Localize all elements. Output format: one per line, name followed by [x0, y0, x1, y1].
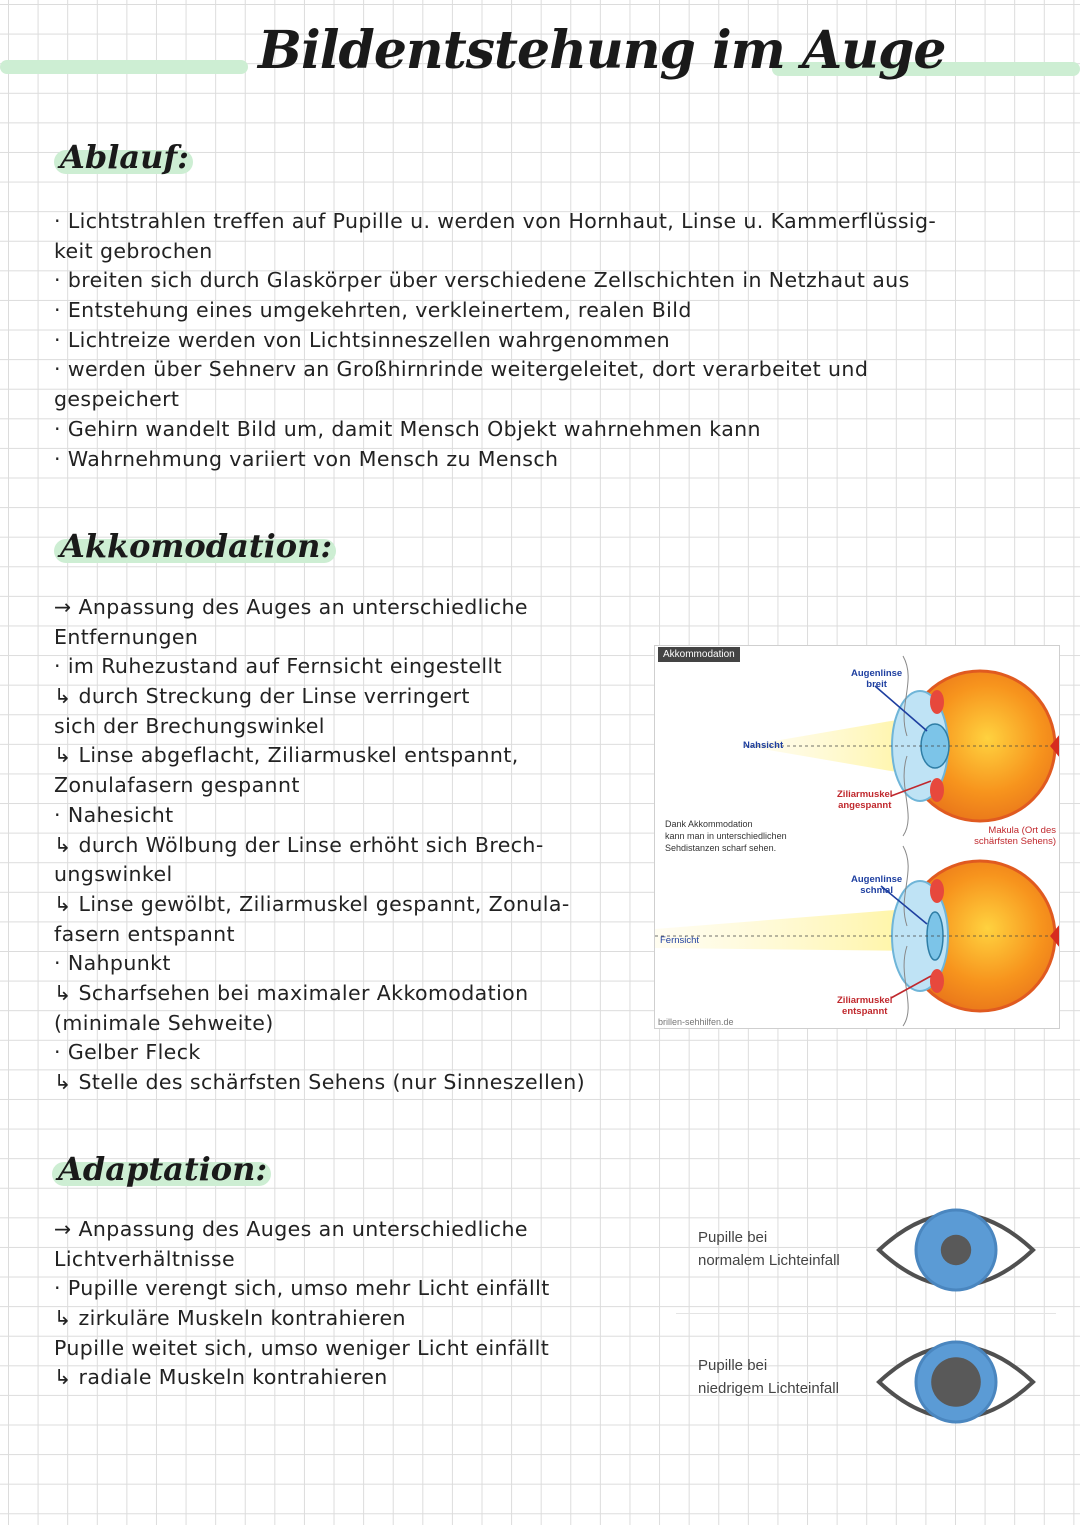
akkomodation-list: [54, 593, 585, 1098]
ablauf-line: · breiten sich durch Glaskörper über verschiedene Zellschichten in Netzhaut aus: [54, 268, 910, 293]
heading-akkomodation: Akkomodation:: [60, 527, 332, 565]
akkomodation-line: Zonulafasern gespannt: [54, 773, 300, 798]
akkomodation-line: ↳ Scharfsehen bei maximaler Akkomodation: [54, 980, 529, 1005]
adaptation-line: → Anpassung des Auges an unterschiedliche: [54, 1217, 528, 1241]
adaptation-line: ↳ zirkuläre Muskeln kontrahieren: [54, 1306, 406, 1331]
akkomodation-line: · Gelber Fleck: [54, 1040, 201, 1065]
adaptation-list: [54, 1215, 550, 1393]
akkomodation-line: ↳ Linse abgeflacht, Ziliarmuskel entspannt,: [54, 743, 519, 768]
label-lens-wide: Augenlinse breit: [851, 668, 903, 690]
label-nahsicht: Nahsicht: [743, 740, 784, 751]
label-muscle-relaxed: Ziliarmuskel entspannt: [837, 995, 893, 1017]
akkomodation-line: · im Ruhezustand auf Fernsicht eingestellt: [54, 654, 503, 679]
akkomodation-line: · Nahpunkt: [54, 951, 171, 976]
label-lens-narrow: Augenlinse schmal: [851, 874, 903, 896]
pupil-normal: [941, 1235, 971, 1265]
pupil-row-normal: [676, 1200, 1056, 1314]
ablauf-line: · Lichtstrahlen treffen auf Pupille u. werden von Hornhaut, Linse u. Kammerflüssig-: [54, 209, 937, 233]
page-title: Bildentstehung im Auge: [258, 20, 946, 81]
figure-source: brillen-sehhilfen.de: [658, 1017, 734, 1027]
adaptation-line: · Pupille verengt sich, umso mehr Licht einfällt: [54, 1276, 550, 1301]
ablauf-line: · Lichtreize werden von Lichtsinneszellen wahrgenommen: [54, 327, 671, 352]
akkomodation-line: sich der Brechungswinkel: [54, 713, 325, 738]
akkomodation-line: ↳ Stelle des schärfsten Sehens (nur Sinneszellen): [54, 1070, 585, 1094]
heading-ablauf: Ablauf:: [60, 138, 189, 176]
akkomodation-line: · Nahesicht: [54, 802, 174, 827]
ablauf-line: · Entstehung eines umgekehrten, verkleinertem, realen Bild: [54, 298, 692, 323]
pupil-row-low: [676, 1328, 1056, 1442]
akkomodation-line: ↳ durch Streckung der Linse verringert: [54, 684, 470, 709]
ablauf-line: · Wahrnehmung variiert von Mensch zu Mensch: [54, 446, 559, 471]
pupil-label-low: Pupille bei niedrigem Lichteinfall: [698, 1357, 839, 1397]
pupil-panel: [676, 1200, 1056, 1440]
akkomodation-line: (minimale Sehweite): [54, 1010, 274, 1035]
pupil-label-normal: Pupille bei normalem Lichteinfall: [698, 1229, 840, 1269]
ablauf-line: · werden über Sehnerv an Großhirnrinde weitergeleitet, dort verarbeitet und: [54, 357, 869, 382]
heading-adaptation: Adaptation:: [58, 1150, 267, 1188]
pupil-low: [931, 1357, 981, 1407]
akkomodation-line: ↳ durch Wölbung der Linse erhöht sich Brech-: [54, 832, 544, 857]
akkomodation-line: fasern entspannt: [54, 921, 235, 946]
adaptation-line: Lichtverhältnisse: [54, 1246, 235, 1271]
eye-icon-low: [871, 1332, 1041, 1432]
figure-caption: Dank Akkommodation kann man in unterschiedlichen Sehdistanzen scharf sehen.: [665, 819, 787, 853]
adaptation-line: ↳ radiale Muskeln kontrahieren: [54, 1365, 388, 1390]
title-highlight-left: [0, 60, 248, 74]
figure-tag: Akkommodation: [658, 647, 740, 662]
label-muscle-tense: Ziliarmuskel angespannt: [837, 789, 893, 811]
akkomodation-line: → Anpassung des Auges an unterschiedliche: [54, 595, 528, 619]
adaptation-line: Pupille weitet sich, umso weniger Licht einfällt: [54, 1335, 550, 1360]
ablauf-line: gespeichert: [54, 387, 180, 412]
akkomodation-line: Entfernungen: [54, 624, 199, 649]
ablauf-line: · Gehirn wandelt Bild um, damit Mensch Objekt wahrnehmen kann: [54, 416, 761, 441]
label-macula: Makula (Ort des schärfsten Sehens): [974, 825, 1056, 847]
eye-icon-normal: [871, 1200, 1041, 1300]
accommodation-figure: [654, 645, 1060, 1029]
label-fernsicht: Fernsicht: [660, 935, 700, 946]
akkomodation-line: ungswinkel: [54, 862, 173, 887]
ablauf-line: keit gebrochen: [54, 238, 213, 263]
akkomodation-line: ↳ Linse gewölbt, Ziliarmuskel gespannt, Zonula-: [54, 891, 570, 916]
ablauf-list: [54, 207, 936, 474]
